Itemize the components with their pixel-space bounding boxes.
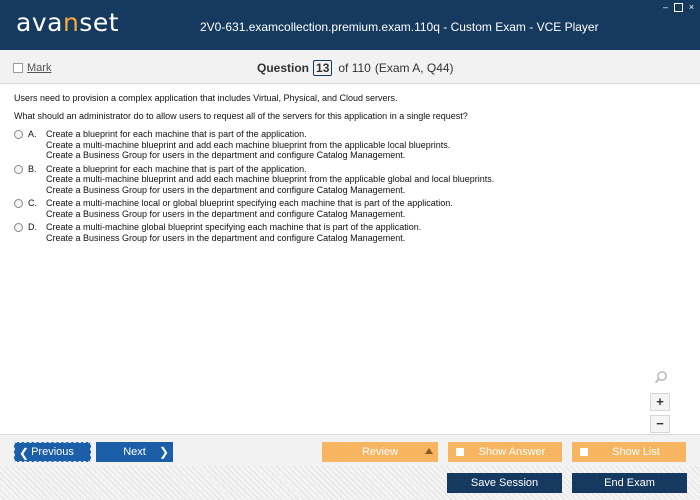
question-content: [14, 93, 686, 246]
option-line: Create a multi-machine blueprint and add each machine blueprint from the applicable global and local blueprints.: [46, 174, 495, 184]
question-counter: [257, 60, 454, 76]
option-text: [46, 198, 453, 219]
window-title: 2V0-631.examcollection.premium.exam.110q - Custom Exam - VCE Player: [200, 20, 599, 34]
close-button[interactable]: ×: [688, 2, 695, 12]
option-text: [46, 129, 450, 161]
option-letter: C.: [28, 198, 37, 208]
question-bar: [0, 50, 700, 84]
radio-button-a[interactable]: [14, 130, 23, 139]
answer-options: [14, 129, 686, 243]
chevron-left-icon: ❮: [19, 446, 30, 460]
minimize-button[interactable]: –: [662, 2, 668, 12]
option-c[interactable]: [14, 198, 686, 219]
option-letter: D.: [28, 222, 37, 232]
app-logo: [16, 8, 119, 37]
option-b[interactable]: [14, 164, 686, 196]
option-letter: A.: [28, 129, 37, 139]
option-line: Create a blueprint for each machine that is part of the application.: [46, 129, 307, 139]
option-d[interactable]: [14, 222, 686, 243]
end-exam-button[interactable]: End Exam: [572, 473, 687, 493]
show-answer-label: Show Answer: [478, 446, 546, 458]
option-line: Create a Business Group for users in the department and configure Catalog Management.: [46, 150, 406, 160]
logo-text-start: ava: [16, 8, 63, 37]
option-a[interactable]: [14, 129, 686, 161]
review-label: Review: [361, 446, 399, 458]
option-line: Create a multi-machine blueprint and add each machine blueprint from the applicable local blueprints.: [46, 139, 451, 150]
question-word: Question: [257, 61, 310, 75]
next-button[interactable]: [96, 442, 173, 462]
radio-button-d[interactable]: [14, 223, 23, 232]
mark-checkbox[interactable]: [13, 62, 51, 74]
exam-reference: (Exam A, Q44): [374, 61, 454, 75]
option-line: Create a multi-machine local or global blueprint specifying each machine that is part of the application.: [46, 198, 453, 208]
title-bar: [0, 0, 700, 50]
zoom-out-button[interactable]: −: [650, 415, 670, 433]
option-text: [46, 164, 494, 196]
question-prompt: What should an administrator do to allow users to request all of the servers for this application in a single request?: [14, 111, 468, 121]
next-label: Next: [123, 446, 146, 458]
footer-bar: [0, 466, 700, 500]
show-list-label: Show List: [612, 446, 660, 458]
navigation-bar: [0, 434, 700, 466]
question-total: of 110: [338, 61, 371, 75]
show-list-button[interactable]: [572, 442, 686, 462]
show-answer-button[interactable]: [448, 442, 562, 462]
review-button[interactable]: [322, 442, 438, 462]
radio-button-c[interactable]: [14, 199, 23, 208]
option-line: Create a blueprint for each machine that is part of the application.: [46, 163, 307, 174]
previous-button[interactable]: [14, 442, 91, 462]
checkbox-icon: [580, 448, 588, 456]
save-session-button[interactable]: Save Session: [447, 473, 562, 493]
zoom-controls: [650, 370, 672, 433]
radio-button-b[interactable]: [14, 165, 23, 174]
maximize-button[interactable]: [674, 3, 683, 12]
logo-text-accent: n: [62, 8, 80, 37]
previous-label: Previous: [31, 446, 74, 458]
chevron-right-icon: ❯: [158, 445, 169, 459]
logo-text-end: set: [79, 8, 120, 37]
option-line: Create a multi-machine global blueprint specifying each machine that is part of the application.: [46, 222, 422, 232]
checkbox-icon[interactable]: [13, 63, 23, 73]
zoom-in-button[interactable]: +: [650, 393, 670, 411]
magnifier-icon: [654, 370, 668, 384]
window-controls: [661, 3, 696, 12]
option-line: Create a Business Group for users in the department and configure Catalog Management.: [46, 232, 406, 243]
option-line: Create a Business Group for users in the department and configure Catalog Management.: [46, 184, 406, 195]
option-text: [46, 222, 421, 243]
question-number-input[interactable]: 13: [313, 60, 332, 76]
triangle-up-icon: [425, 448, 433, 454]
question-intro: Users need to provision a complex application that includes Virtual, Physical, and Cloud servers.: [14, 93, 398, 103]
option-letter: B.: [28, 163, 37, 174]
mark-label: Mark: [27, 62, 52, 74]
checkbox-icon: [456, 448, 464, 456]
option-line: Create a Business Group for users in the department and configure Catalog Management.: [46, 208, 406, 219]
